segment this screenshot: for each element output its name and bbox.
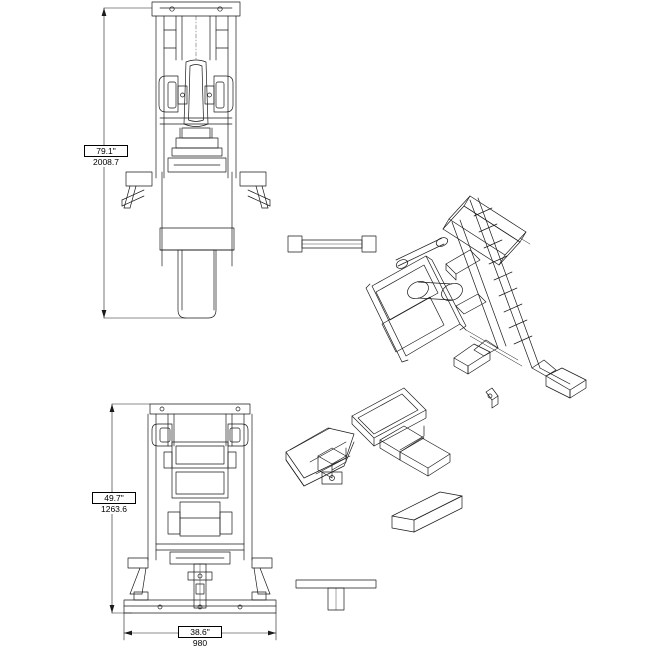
- part-t-base: [296, 580, 376, 610]
- view-isometric: [286, 196, 586, 486]
- dimension-label-overall-height: [84, 145, 128, 167]
- dimension-inches-lower-height: 49.7": [92, 492, 136, 504]
- part-step-platform: [392, 492, 462, 532]
- view-side-elevation: [124, 404, 276, 613]
- view-front-elevation: [122, 2, 270, 318]
- dimension-label-lower-height: [92, 492, 136, 514]
- dimension-inches-overall-width: 38.6": [178, 626, 222, 638]
- dimension-mm-lower-height: 1263.6: [92, 504, 136, 514]
- dimension-label-overall-width: [178, 626, 222, 648]
- dimension-inches-overall-height: 79.1": [84, 145, 128, 157]
- dimension-mm-overall-height: 2008.7: [84, 157, 128, 167]
- part-cross-bar: [288, 236, 376, 252]
- dimension-mm-overall-width: 980: [178, 638, 222, 648]
